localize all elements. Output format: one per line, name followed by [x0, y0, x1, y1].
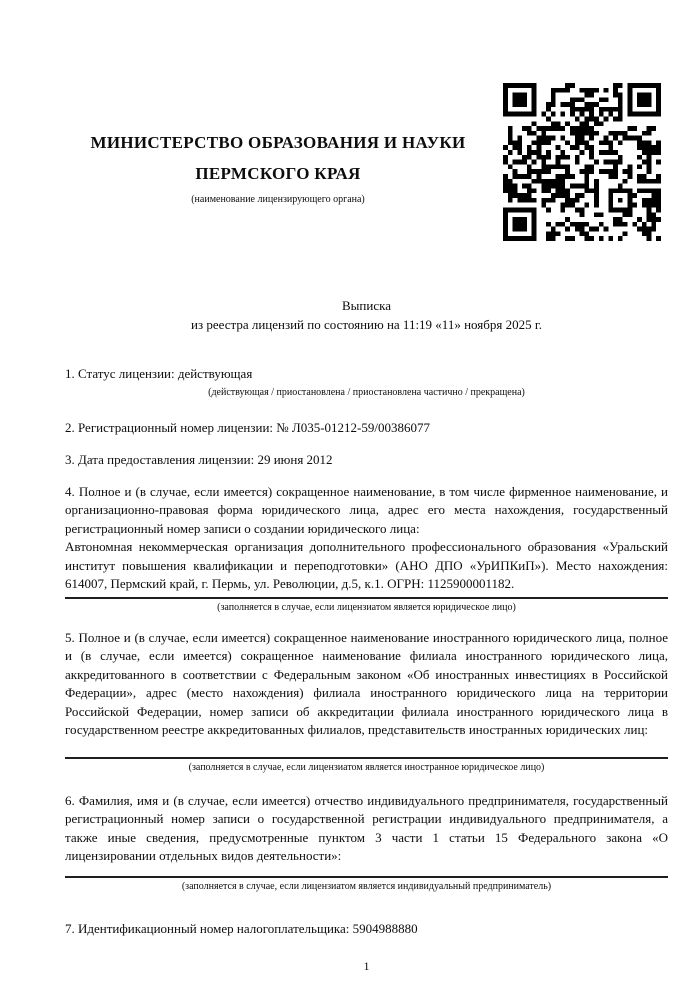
ministry-name-line2: ПЕРМСКОГО КРАЯ [195, 164, 361, 183]
foreign-entity-caption: (заполняется в случае, если лицензиатом является иностранное юридическое лицо) [188, 761, 545, 773]
legal-entity-statute-text: 4. Полное и (в случае, если имеется) сокращенное наименование, в том числе фирменное наименование, и организационно-правовая форма юридического лица, адрес его места нахождения, государственный регистрационный номер записи о создании юридического лица: [65, 483, 668, 536]
legal-entity-field-rule [65, 597, 668, 599]
foreign-entity-field-rule [65, 757, 668, 759]
license-status-options-caption: (действующая / приостановлена / приостановлена частично / прекращена) [208, 386, 525, 398]
individual-entrepreneur-statute-text: 6. Фамилия, имя и (в случае, если имеется) отчество индивидуального предпринимателя, государственный регистрационный номер записи о государственной регистрации индивидуального предпринимателя, а также иные сведения, предусмотренные пунктом 3 части 1 статьи 15 Федерального закона «О лицензировании отдельных видов деятельности»: [65, 792, 668, 863]
individual-entrepreneur-field-rule [65, 876, 668, 878]
grant-date-line: 3. Дата предоставления лицензии: 29 июня 2012 [65, 452, 333, 467]
legal-entity-section [65, 483, 668, 594]
page-number: 1 [363, 959, 370, 973]
document-title-block [65, 296, 668, 334]
document-body [65, 296, 668, 974]
registration-number-line: 2. Регистрационный номер лицензии: № Л035-01212-59/00386077 [65, 419, 431, 435]
legal-entity-value: Автономная некоммерческая организация дополнительного профессионального образования «Уральский институт повышения квалификации и переподготовки» (АНО ДПО «УрИПКиП»). Место нахождения: 614007, Пермский край, г. Пермь, ул. Революции, д.5, к.1. ОГРН: 1125900001182. [65, 539, 668, 591]
licensing-authority-header [65, 127, 491, 206]
ministry-caption: (наименование лицензирующего органа) [191, 194, 365, 205]
license-status-line: 1. Статус лицензии: действующая [65, 366, 253, 381]
document-title: Выписка [342, 298, 391, 313]
qr-code-icon [503, 83, 661, 241]
legal-entity-caption: (заполняется в случае, если лицензиатом является юридическое лицо) [217, 601, 516, 613]
taxpayer-number-line: 7. Идентификационный номер налогоплательщика: 5904988880 [65, 920, 418, 936]
foreign-entity-statute-text: 5. Полное и (в случае, если имеется) сокращенное наименование иностранного юридического лица, полное и (в случае, если имеется) сокращенное наименование филиала иностранного юридического лица, аккредитованного в соответствии с Федеральным законом «Об иностранных инвестициях в Российской Федерации», адрес (место нахождения) филиала иностранного юридического лица на территории Российской Федерации, номер записи об аккредитации филиала иностранного юридического лица в государственном реестре аккредитованных филиалов, представительств иностранных юридических лиц: [65, 629, 668, 737]
ministry-name-line1: МИНИСТЕРСТВО ОБРАЗОВАНИЯ И НАУКИ [90, 133, 466, 152]
individual-entrepreneur-caption: (заполняется в случае, если лицензиатом является индивидуальный предприниматель) [181, 880, 552, 892]
document-subtitle: из реестра лицензий по состоянию на 11:19 «11» ноября 2025 г. [191, 317, 542, 332]
